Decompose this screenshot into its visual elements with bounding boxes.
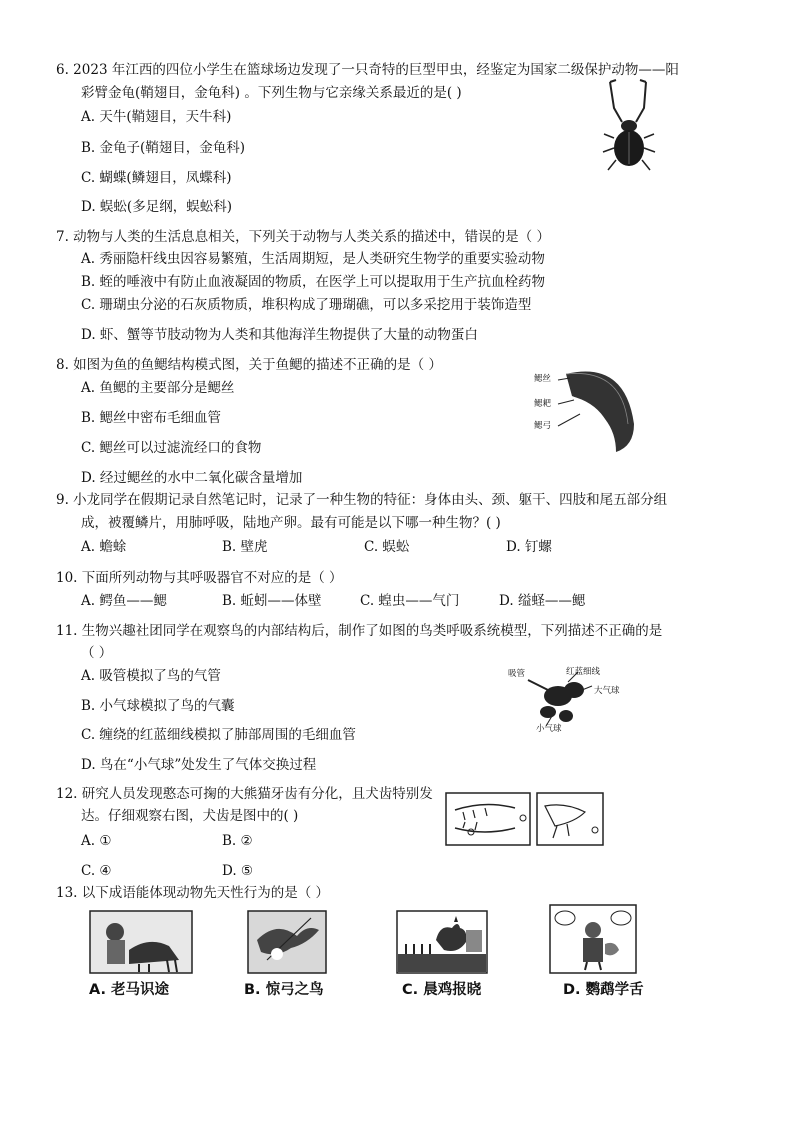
q7-stem: 7. 动物与人类的生活息息相关，下列关于动物与人类关系的描述中，错误的是（ ）	[56, 229, 550, 245]
gill-label-arch: 鳃弓	[534, 421, 552, 431]
q6-stem-line2: 彩臂金龟(鞘翅目，金龟科) 。下列生物与它亲缘关系最近的是( )	[81, 85, 462, 101]
old-horse-picture	[89, 910, 193, 974]
q8-option-d: D. 经过鳃丝的水中二氧化碳含量增加	[81, 470, 303, 486]
q8-option-c: C. 鳃丝可以过滤流经口的食物	[81, 440, 262, 456]
q13-caption-c: C. 晨鸡报晓	[402, 982, 482, 998]
q9-option-a: A. 蟾蜍	[81, 539, 127, 555]
q9-option-c: C. 蜈蚣	[364, 539, 410, 555]
q11-stem-line1: 11. 生物兴趣社团同学在观察鸟的内部结构后，制作了如图的鸟类呼吸系统模型，下列描述不正确的是	[56, 623, 663, 639]
q11-option-b: B. 小气球模拟了鸟的气囊	[81, 698, 235, 714]
beetle-illustration	[600, 78, 660, 174]
q10-option-a: A. 鳄鱼——鳃	[81, 593, 167, 609]
parrot-speech-picture	[549, 904, 637, 974]
q11-option-d: D. 鸟在“小气球”处发生了气体交换过程	[81, 757, 317, 773]
q13-caption-a: A. 老马识途	[89, 982, 170, 998]
q12-stem-line2: 达。仔细观察右图，犬齿是图中的( )	[81, 808, 299, 824]
q12-option-d: D. ⑤	[222, 863, 254, 879]
q9-option-d: D. 钉螺	[506, 539, 552, 555]
q7-option-c: C. 珊瑚虫分泌的石灰质物质，堆积构成了珊瑚礁，可以多采挖用于装饰造型	[81, 297, 532, 313]
q9-stem-line2: 成，被覆鳞片，用肺呼吸，陆地产卵。最有可能是以下哪一种生物？( )	[81, 515, 501, 531]
q12-option-b: B. ②	[222, 833, 253, 849]
q6-option-b: B. 金龟子(鞘翅目，金龟科)	[81, 140, 246, 156]
q13-caption-d: D. 鹦鹉学舌	[563, 982, 644, 998]
q12-option-a: A. ①	[81, 833, 112, 849]
q12-stem-line1: 12. 研究人员发现憨态可掬的大熊猫牙齿有分化，且犬齿特别发	[56, 786, 433, 802]
gill-label-filament: 鳃丝	[534, 374, 552, 384]
q12-option-c: C. ④	[81, 863, 112, 879]
q13-stem: 13. 以下成语能体现动物先天性行为的是（ ）	[56, 885, 330, 901]
rooster-dawn-picture	[396, 910, 488, 974]
q11-stem-line2: （ ）	[81, 645, 113, 661]
q6-stem-line1: 6. 2023 年江西的四位小学生在篮球场边发现了一只奇特的巨型甲虫，经鉴定为国家二级保护动物——阳	[56, 62, 679, 78]
q6-option-a: A. 天牛(鞘翅目，天牛科)	[81, 109, 232, 125]
q11-option-a: A. 吸管模拟了鸟的气管	[81, 668, 221, 684]
q8-option-b: B. 鳃丝中密布毛细血管	[81, 410, 222, 426]
q6-option-c: C. 蝴蝶(鳞翅目，凤蝶科)	[81, 170, 232, 186]
q9-stem-line1: 9. 小龙同学在假期记录自然笔记时，记录了一种生物的特征：身体由头、颈、躯干、四肢和尾五部分组	[56, 492, 668, 508]
q9-option-b: B. 壁虎	[222, 539, 268, 555]
panda-teeth-diagram	[445, 792, 605, 848]
q7-option-b: B. 蛭的唾液中有防止血液凝固的物质，在医学上可以提取用于生产抗血栓药物	[81, 274, 546, 290]
q10-option-d: D. 缢蛏——鳃	[499, 593, 586, 609]
model-label-straw: 吸管	[508, 669, 526, 679]
q8-stem: 8. 如图为鱼的鱼鳃结构模式图，关于鱼鳃的描述不正确的是（ ）	[56, 357, 442, 373]
model-label-small-balloon: 小气球	[536, 724, 562, 734]
model-label-thread: 红蓝细线	[566, 667, 601, 677]
q7-option-a: A. 秀丽隐杆线虫因容易繁殖，生活周期短，是人类研究生物学的重要实验动物	[81, 251, 545, 267]
q13-caption-b: B. 惊弓之鸟	[244, 982, 324, 998]
q6-option-d: D. 蜈蚣(多足纲，蜈蚣科)	[81, 199, 232, 215]
q10-option-b: B. 蚯蚓——体壁	[222, 593, 322, 609]
gill-label-raker: 鳃耙	[534, 399, 552, 409]
q10-stem: 10. 下面所列动物与其呼吸器官不对应的是（ ）	[56, 570, 343, 586]
q8-option-a: A. 鱼鳃的主要部分是鳃丝	[81, 380, 235, 396]
startled-bird-picture	[247, 910, 327, 974]
q11-option-c: C. 缠绕的红蓝细线模拟了肺部周围的毛细血管	[81, 727, 356, 743]
q7-option-d: D. 虾、蟹等节肢动物为人类和其他海洋生物提供了大量的动物蛋白	[81, 327, 478, 343]
model-label-big-balloon: 大气球	[594, 686, 620, 696]
q10-option-c: C. 蝗虫——气门	[360, 593, 460, 609]
